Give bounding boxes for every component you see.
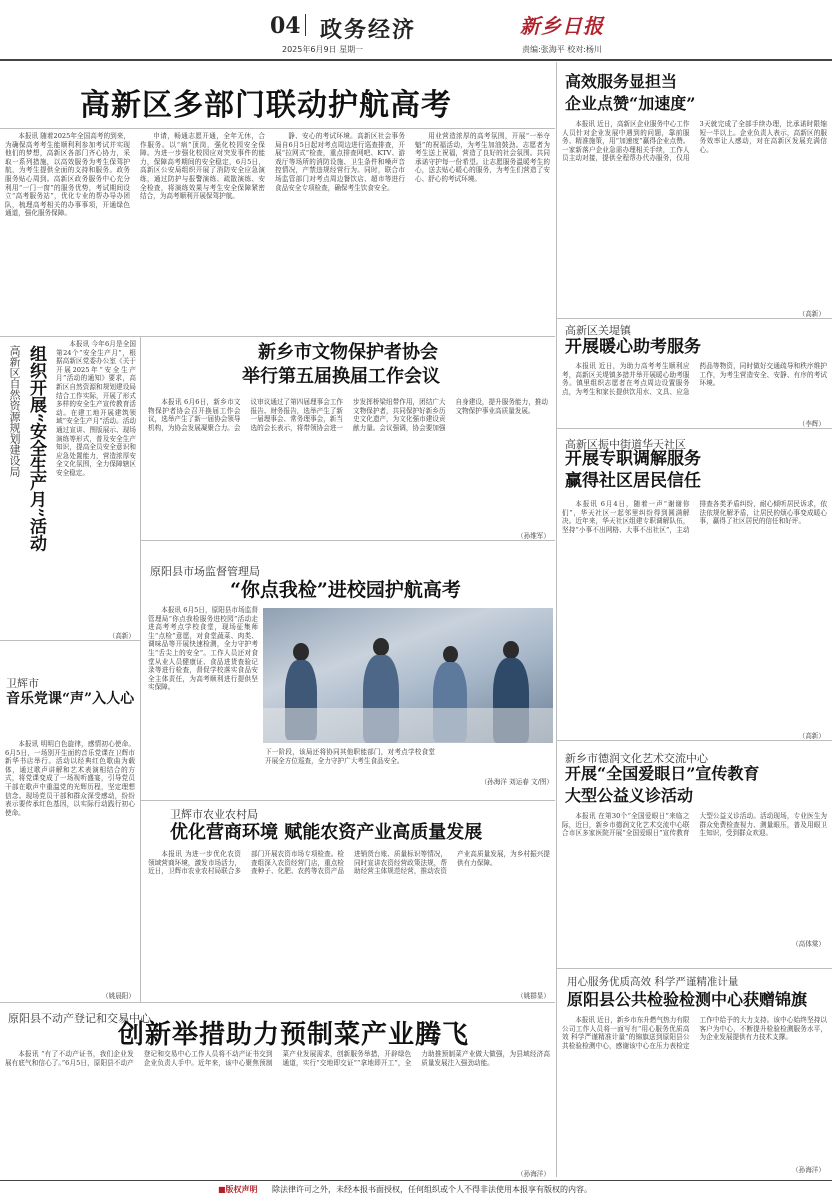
- left-col-rule: [0, 336, 140, 337]
- page-number: 04: [270, 13, 301, 39]
- left-col-divider: [140, 336, 141, 1002]
- culture-rule: [140, 336, 555, 337]
- left-col2-title: 音乐党课“声”入人心: [6, 691, 135, 707]
- students-photo: [263, 608, 553, 743]
- r3-title-2: 赢得社区居民信任: [565, 471, 701, 491]
- r5-kicker: 用心服务优质高效 科学严谨精准计量: [567, 976, 739, 988]
- left-col-title: 组织开展“安全生产月”活动: [26, 345, 46, 552]
- r5-rule: [557, 968, 832, 969]
- lead-col-4: 用业营造浓厚的高考氛围，开展“一举夺魁”的祝福活动，为考生加油鼓劲。志愿者为考生送上祝福，营造了良好的社会氛围。共同承诺守护每一份希望。让志愿服务温暖考生的心，送去贴心暖心的服务，为考生们营造了安心、舒心的考试环境。: [415, 132, 550, 183]
- yuanyang-body: 本报讯 6月5日，原阳县市场监督管理局“你点我检服务进校园”活动走进高考考点学校食堂，现场征集师生“点检”意愿，对食堂蔬菜、肉类、调味品等开展快速检测，全力守护考生“舌尖上的安全”。工作人员还对食堂从业人员健康证、食品进货查验记录等进行检查，督促学校落实食品安全主体责任，为高考顺利进行提供坚实保障。: [148, 606, 258, 692]
- r2-body: 本报讯 近日，为助力高考考生顺利应考，高新区关堤镇多措并举开展暖心助考服务。镇里组织志愿者在考点周边设置服务点，为考生和家长提供饮用水、文具、应急药品等物资，同时做好交通疏导和秩序维护工作，为考生营造安全、安静、有序的考试环境。: [562, 362, 827, 396]
- left-col-kicker: 高新区自然资源规划建设局: [8, 345, 21, 477]
- r3-kicker: 高新区振中街道华天社区: [565, 438, 686, 451]
- left-col2-body: 本报讯 明明白色旋律，感情初心使命。6月5日，一场别开生面的音乐党课在卫辉市新华书店举行。活动以经典红色歌曲为载体，通过歌声讲解和艺术表演相结合的方式，将党课变成了一场视听盛宴，引导党员干部在歌声中重温党的光辉历程，坚定理想信念。现场党员干部和群众深受感动，纷纷表示要传承红色基因，以实际行动践行初心使命。: [5, 740, 135, 817]
- weihui-body: 本报讯 为进一步优化农资领域营商环境，激发市场活力，近日，卫辉市农业农村局联合多部门开展农资市场专项检查。检查组深入农资经营门店，重点检查种子、化肥、农药等农资产品进销货台账、质量标识等情况，同时宣讲农资经营政策法规，帮助经营主体规范经营，推动农资产业高质量发展，为乡村振兴提供有力保障。: [148, 850, 550, 876]
- r1-signature: （高新）: [798, 310, 825, 318]
- r4-body: 本报讯 在第30个“全国爱眼日”来临之际，近日，新乡市德润文化艺术交流中心联合市区多家医院开展“全国爱眼日”宣传教育大型公益义诊活动。活动现场，专业医生为群众免费检查视力、测量眼压，普及用眼卫生知识，受到群众欢迎。: [562, 812, 827, 838]
- masthead: [0, 0, 832, 60]
- r2-rule: [557, 318, 832, 319]
- copyright-text: 除法律许可之外，未经本报书面授权，任何组织或个人不得非法使用本报享有版权的内容。: [272, 1185, 592, 1194]
- section-divider: [305, 14, 306, 36]
- yuanyang-title: “你点我检”进校园护航高考: [230, 579, 461, 601]
- lead-col-3: 静、安心的考试环境。高新区社会事务局自6月5日起对考点周边进行巡查排查，开展“拉网式”检查，重点排查网吧、KTV、游戏厅等场所的消防设施、卫生条件和噪声音控情况，产禁违规经营行为。同时，联合市场监管部门对考点周边餐饮店、超市等进行食品安全专项检查，确保考生饮食安全。: [275, 132, 405, 192]
- lead-rule: [0, 128, 555, 129]
- left-col2-kicker: 卫辉市: [6, 677, 39, 690]
- r5-body: 本报讯 近日，新乡市东升燃气热力有限公司工作人员将一面写有“用心服务优质高效 科学严谨精准计量”的锦旗送到原阳县公共检验检测中心，感谢该中心在压力表检定工作中给予的大力支持。该中心始终坚持以客户为中心，不断提升检验检测服务水平，为企业发展提供有力技术支撑。: [562, 1016, 827, 1050]
- bottom-rule: [0, 1002, 555, 1003]
- r4-signature: （高体棠）: [792, 940, 825, 948]
- r4-title-1: 开展“全国爱眼日”宣传教育: [565, 764, 760, 783]
- left-col-signature: （高新）: [108, 632, 135, 640]
- culture-title-1: 新乡市文物保护者协会: [258, 342, 438, 363]
- r3-body: 本报讯 6月4日，随着一声“谢谢你们”，华天社区一起邻里纠纷得到圆满解决。近年来，华天社区组建专职调解队伍，坚持“小事不出网格、大事不出社区”，主动排查各类矛盾纠纷，耐心倾听居民诉求，依法依规化解矛盾，让居民的烦心事变成暖心事，赢得了社区居民的信任和好评。: [562, 500, 827, 534]
- lead-title: 高新区多部门联动护航高考: [80, 88, 452, 123]
- left-col-body: 本报讯 今年6月是全国第24个“安全生产月”，根据高新区党委办公室《关于开展2025年“安全生产月”活动的通知》要求，高新区自然资源和规划建设局结合工作实际，开展了形式多样的安全生产宣传教育活动。在建工地开展建筑领域“安全生产月”活动。活动通过宣讲、图版展示、现场演练等形式，普及安全生产知识，提高全员安全意识和应急处置能力，营造浓厚安全文化氛围，全力保障辖区安全稳定。: [56, 340, 136, 477]
- left-col2-signature: （姚晨阳）: [102, 992, 135, 1000]
- lead-col-1: 本报讯 随着2025年全国高考的到来，为确保高考考生能顺利利参加考试并实现他们的梦想，高新区各部门齐心协力，采取一系列措施，以高效服务为考生保驾护航，为考生提供全面的支持和服务。政务服务贴心周到。高新区政务服务中心充分利用“一门一窗”的服务优势，考试期间设立“高考服务站”，优化专业的帮办导办团队，梳理高考相关的办事事项，开通绿色通道，强化服务保障。: [5, 132, 130, 218]
- r5-signature: （孙海洋）: [792, 1166, 825, 1174]
- r4-kicker: 新乡市德润文化艺术交流中心: [565, 752, 708, 765]
- r1-title-1: 高效服务显担当: [565, 72, 678, 91]
- r2-signature: （李辉）: [798, 420, 825, 428]
- footer-rule: [0, 1180, 832, 1181]
- weihui-title: 优化营商环境 赋能农资产业高质量发展: [170, 822, 483, 843]
- bottom-title: 创新举措助力预制菜产业腾飞: [118, 1020, 470, 1050]
- left-col2-rule: [0, 640, 140, 641]
- r5-title: 原阳县公共检验检测中心获赠锦旗: [567, 990, 808, 1009]
- r4-rule: [557, 740, 832, 741]
- r4-title-2: 大型公益义诊活动: [565, 786, 694, 805]
- weihui-rule: [140, 800, 555, 801]
- r3-title-1: 开展专职调解服务: [565, 449, 701, 469]
- yuanyang-rule: [140, 540, 555, 541]
- weihui-signature: （姚群显）: [517, 992, 550, 1000]
- r3-signature: （高新）: [798, 732, 825, 740]
- bottom-body: 本报讯 “有了不动产证书，我们企业发展有底气和信心了。”6月5日，原阳县不动产登记和交易中心工作人员将不动产证书交到企业负责人手中。近年来，该中心聚焦预制菜产业发展需求，创新服务举措，开辟绿色通道，实行“交地即交证”“拿地即开工”，全力助推预制菜产业做大做强，为县域经济高质量发展注入强劲动能。: [5, 1050, 550, 1067]
- culture-body: 本报讯 6月6日，新乡市文物保护者协会召开换届工作会议，选举产生了新一届协会领导机构，为协会发展凝聚合力。会议审议通过了第四届理事会工作报告、财务报告，选举产生了新一届理事会、常务理事会，新当选的会长表示，将带领协会进一步发挥桥梁纽带作用，团结广大文物保护者，共同保护好新乡历史文化遗产，为文化强市建设贡献力量。会议强调，协会要加强自身建设，提升服务能力，推动文物保护事业高质量发展。: [148, 398, 548, 432]
- culture-title-2: 举行第五届换届工作会议: [242, 366, 440, 387]
- culture-signature: （孙维军）: [517, 532, 550, 540]
- weihui-kicker: 卫辉市农业农村局: [170, 808, 258, 821]
- photo-caption-signature: （孙海洋 刘运春 文/图）: [480, 778, 553, 786]
- paper-logo: 新乡日报: [520, 14, 604, 38]
- yuanyang-kicker: 原阳县市场监督管理局: [150, 565, 260, 578]
- r1-title-2: 企业点赞“加速度”: [565, 94, 696, 113]
- r2-kicker: 高新区关堤镇: [565, 324, 631, 337]
- bottom-signature: （孙海洋）: [517, 1170, 550, 1178]
- right-col-divider: [556, 62, 557, 1177]
- r1-body: 本报讯 近日，高新区企业服务中心工作人员针对企业发展中遇到的问题，靠前服务、精准施策，用“加速度”赢得企业点赞。一家新落户企业急需办理相关手续，工作人员主动对接，提供全程帮办代办服务，仅用3天就完成了全部手续办理，比承诺时限缩短一半以上。企业负责人表示，高新区的服务效率让人感动，对在高新区发展充满信心。: [562, 120, 827, 163]
- section-name: 政务经济: [320, 17, 417, 43]
- copyright-label: ■版权声明: [218, 1185, 258, 1194]
- lead-col-2: 申请，畅通志愿开通，全年无休，合作服务。以“病”顶岗，强化校园安全保障。为进一步强化校园应对突发事件的能力，保障高考期间的安全稳定，6月5日，高新区公安局组织开展了消防安全应急演练，通过防护与报警演练、疏散演练、安全检查，将演练效果与考生安全保障紧密结合，为高考顺利开展保驾护航。: [140, 132, 265, 201]
- editors: 责编:张海平 校对:杨川: [522, 45, 602, 54]
- r2-title: 开展暖心助考服务: [565, 337, 701, 357]
- bottom-kicker: 原阳县不动产登记和交易中心: [8, 1012, 151, 1025]
- r3-rule: [557, 428, 832, 429]
- masthead-rule: [0, 59, 832, 61]
- photo-caption: 下一阶段，该局还将协同其他职能部门，对考点学校食堂开展全方位巡查，全力守护广大考生食品安全。: [265, 748, 435, 765]
- issue-date: 2025年6月9日 星期一: [282, 45, 364, 54]
